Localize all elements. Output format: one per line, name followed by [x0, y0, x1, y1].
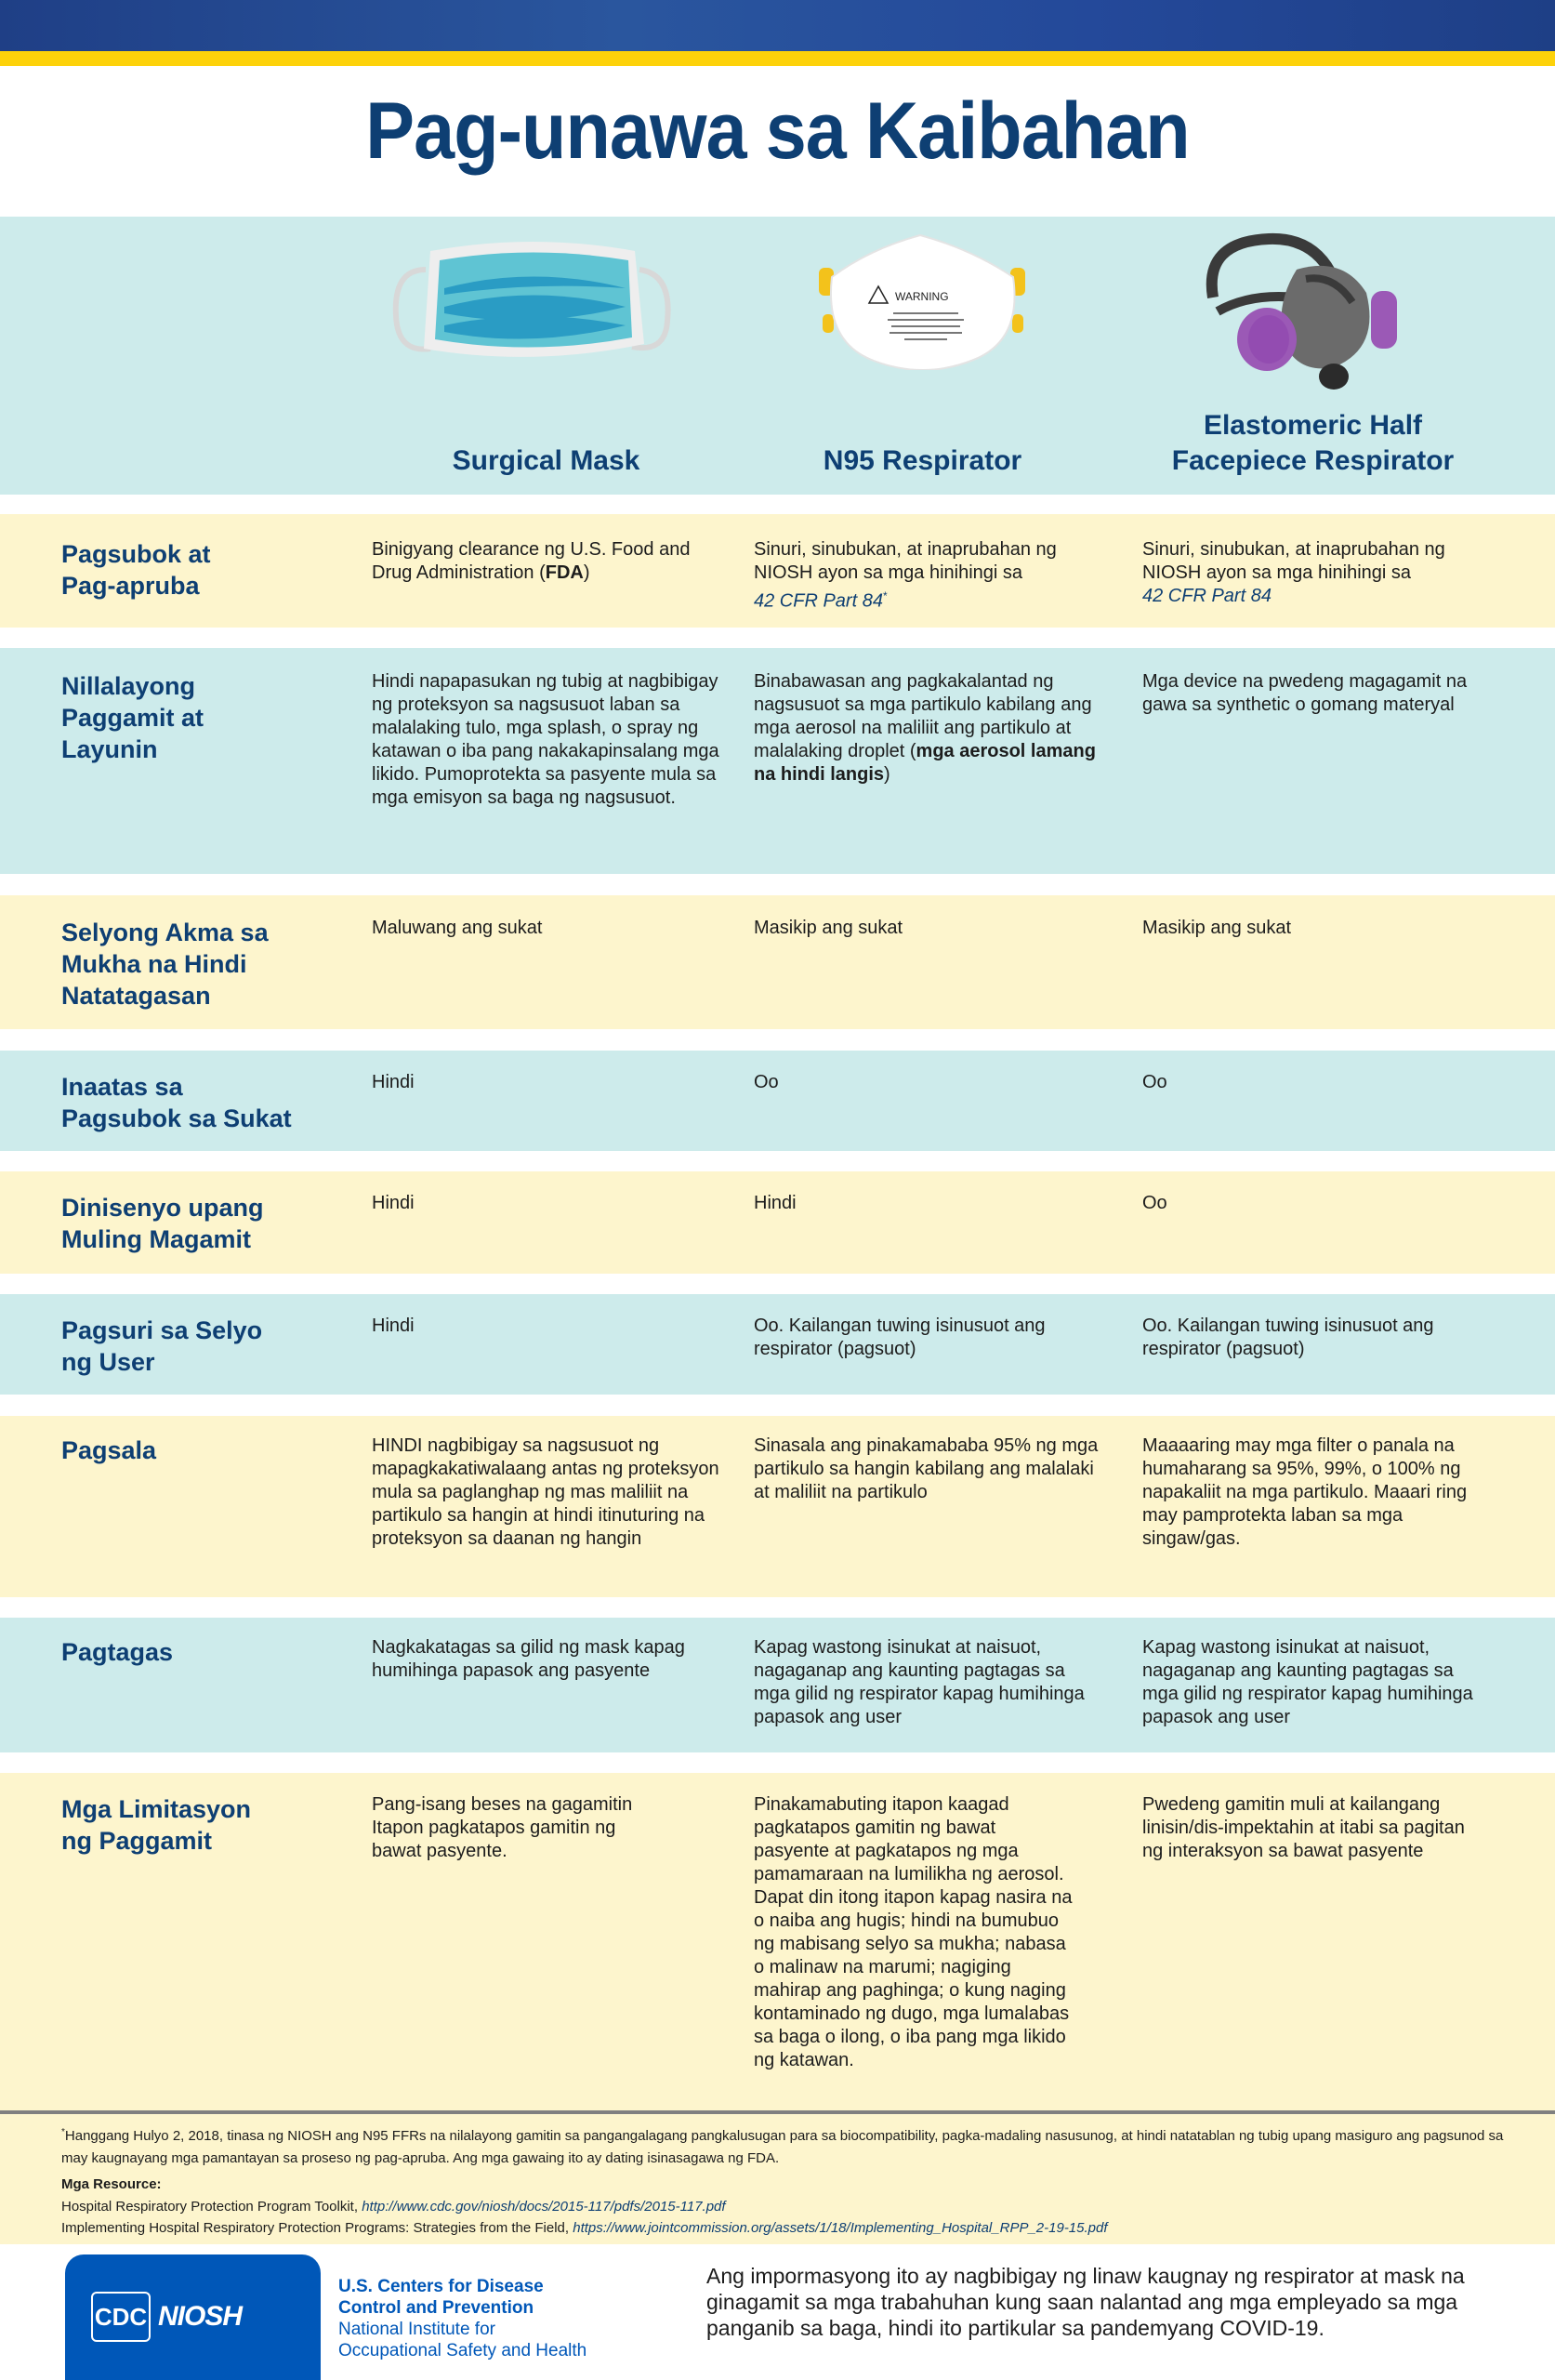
n95-warning-label: WARNING: [895, 290, 949, 303]
row-label: [61, 917, 331, 1012]
n95-respirator-icon: [813, 231, 1036, 370]
cell-surgical: [372, 1793, 720, 1863]
table-row: [0, 1773, 1555, 2110]
row-label-line: ng Paggamit: [61, 1827, 213, 1855]
cell-surgical: Hindi: [372, 1072, 415, 1092]
row-label: [61, 1435, 331, 1466]
table-row: [0, 514, 1555, 628]
cell-n95: [754, 538, 1102, 614]
row-label-line: Pagtagas: [61, 1638, 174, 1666]
row-label: [61, 670, 331, 765]
cell-text: Binigyang clearance ng U.S. Food and Drug Administration (: [372, 539, 691, 583]
cell-surgical: Hindi: [372, 1193, 415, 1213]
resource-link[interactable]: http://www.cdc.gov/niosh/docs/2015-117/pdfs/2015-117.pdf: [362, 2199, 726, 2215]
column-header-n95: N95 Respirator: [823, 445, 1022, 476]
elastomeric-respirator-icon: [1194, 228, 1417, 390]
table-row: [0, 895, 1555, 1029]
org-name-line1: U.S. Centers for Disease: [338, 2277, 544, 2296]
cell-n95: Oo. Kailangan tuwing isinusuot ang respirator (pagsuot): [754, 1316, 1046, 1359]
cell-text: Binabawasan ang pagkakalantad ng nagsusuot sa mga partikulo kabilang ang mga aerosol na maliliit ang partikulo at malalaking droplet (: [754, 671, 1092, 761]
column-header-elastomeric-line2: Facepiece Respirator: [1171, 445, 1455, 476]
row-label-line: Dinisenyo upang: [61, 1194, 264, 1222]
cell-surgical: Maluwang ang sukat: [372, 918, 543, 938]
top-banner: [0, 0, 1555, 51]
cell-bold-text: FDA: [545, 562, 584, 583]
cell-elastomeric: Kapag wastong isinukat at naisuot, nagaganap ang kaunting pagtagas sa mga gilid ng respirator kapag humihinga papasok ang user: [1142, 1637, 1473, 1727]
cell-n95: Hindi: [754, 1193, 797, 1213]
niosh-logo: NIOSH: [158, 2301, 243, 2332]
cell-text: Itapon pagkatapos gamitin ng bawat pasyente.: [372, 1818, 616, 1861]
org-name-line2: Control and Prevention: [338, 2298, 534, 2318]
cell-elastomeric: Masikip ang sukat: [1142, 918, 1292, 938]
row-label-line: Pag-apruba: [61, 572, 200, 600]
cell-n95: Sinasala ang pinakamababa 95% ng mga partikulo sa hangin kabilang ang malalaki at maliliit na partikulo: [754, 1435, 1099, 1502]
disclaimer-notice: Ang impormasyong ito ay nagbibigay ng linaw kaugnay ng respirator at mask na ginagamit sa mga trabahuhan kung saan nalantad ang mga empleyado sa mga panganib sa baga, hindi ito partikular sa pandemyang COVID-19.: [706, 2264, 1465, 2340]
cell-text: Pang-isang beses na gagamitin: [372, 1794, 633, 1815]
column-header-surgical-mask: Surgical Mask: [452, 445, 640, 476]
footnote: [61, 2122, 1511, 2170]
column-header-elastomeric-line1: Elastomeric Half: [1203, 410, 1423, 441]
cell-elastomeric: Pwedeng gamitin muli at kailangang linisin/dis-impektahin at itabi sa pagitan ng interaksyon sa bawat pasyente: [1142, 1794, 1465, 1861]
cell-n95: Pinakamabuting itapon kaagad pagkatapos gamitin ng bawat pasyente at pagkatapos ng mga pamamaraan na lumilikha ng aerosol. Dapat din itong itapon kapag nasira na o naiba ang hugis; hindi na bumubuo ng mabisang selyo sa mukha; nabasa o malinaw na marumi; nagiging mahirap ang paghinga; o kung naging kontaminado ng dugo, mga lumalabas sa baga o ilong, o iba pang mga likido ng katawan.: [754, 1794, 1073, 2070]
footnotes-section: [0, 2114, 1555, 2244]
cell-text: Sinuri, sinubukan, at inaprubahan ng NIOSH ayon sa mga hinihingi sa: [1142, 539, 1445, 583]
row-label-line: Pagsala: [61, 1436, 157, 1464]
cell-surgical: Nagkakatagas sa gilid ng mask kapag humihinga papasok ang pasyente: [372, 1637, 685, 1681]
cell-elastomeric: Mga device na pwedeng magagamit na gawa sa synthetic o gomang materyal: [1142, 671, 1468, 715]
table-row: [0, 1051, 1555, 1151]
row-label-line: Mukha na Hindi: [61, 950, 247, 978]
cell-elastomeric: Oo: [1142, 1072, 1167, 1092]
row-label: [61, 1192, 331, 1255]
footnote-marker: *: [61, 2127, 65, 2137]
cell-n95: Masikip ang sukat: [754, 918, 903, 938]
cell-n95: Oo: [754, 1072, 779, 1092]
org-name-line3: National Institute for: [338, 2320, 495, 2339]
resource-item: [61, 2217, 1511, 2240]
column-header-elastomeric: [1111, 408, 1515, 479]
table-row: [0, 1416, 1555, 1597]
resource-title: Implementing Hospital Respiratory Protection Programs: Strategies from the Field,: [61, 2220, 573, 2236]
footnote-marker: *: [882, 589, 888, 602]
cell-surgical: [372, 538, 720, 585]
cell-text: ): [583, 562, 590, 583]
row-label: [61, 1071, 331, 1134]
cell-elastomeric: Oo: [1142, 1193, 1167, 1213]
row-label: [61, 1793, 331, 1857]
cell-n95: Kapag wastong isinukat at naisuot, nagaganap ang kaunting pagtagas sa mga gilid ng respirator kapag humihinga papasok ang user: [754, 1637, 1085, 1727]
table-row: [0, 1618, 1555, 1752]
column-header-band: [0, 217, 1555, 495]
row-label-line: Muling Magamit: [61, 1225, 251, 1253]
org-name-line4: Occupational Safety and Health: [338, 2341, 587, 2360]
row-label-line: Nillalayong: [61, 672, 196, 700]
cell-bold-text: mga aerosol lamang na hindi langis: [754, 741, 1096, 785]
cell-surgical: HINDI nagbibigay sa nagsusuot ng mapagkakatiwalaang antas ng proteksyon mula sa paglanghap ng mas maliliit na partikulo sa hangin at hindi itinuturing na proteksyon sa daanan ng hangin: [372, 1435, 719, 1549]
cfr-reference: 42 CFR Part 84: [1142, 586, 1272, 606]
cell-elastomeric: [1142, 538, 1491, 608]
row-label: [61, 1636, 331, 1668]
footnote-text: Hanggang Hulyo 2, 2018, tinasa ng NIOSH ang N95 FFRs na nilalayong gamitin sa pangangalagang pangkalusugan para sa biocompatibility, pagka-madaling nasusunog, at hindi natatablan ng tubig upang masiguro ang pagsunod sa may kaugnayang mga pamantayan sa proseso ng pag-apruba. Ang mga gawaing ito ay dating isinasagawa ng FDA.: [61, 2128, 1504, 2166]
resources-heading: Mga Resource:: [61, 2176, 162, 2192]
gold-stripe: [0, 51, 1555, 66]
row-label-line: Pagsuri sa Selyo: [61, 1316, 263, 1344]
cell-text: Sinuri, sinubukan, at inaprubahan ng NIOSH ayon sa mga hinihingi sa: [754, 539, 1057, 583]
cell-elastomeric: Maaaaring may mga filter o panala na humaharang sa 95%, 99%, o 100% ng napakaliit na mga partikulo. Maaari ring may pamprotekta laban sa mga singaw/gas.: [1142, 1435, 1468, 1549]
cdc-niosh-logo: [65, 2254, 321, 2380]
row-label-line: Natatagasan: [61, 982, 211, 1010]
row-label-line: Pagsubok sa Sukat: [61, 1104, 292, 1132]
cell-n95: [754, 670, 1102, 787]
page-title: Pag-unawa sa Kaibahan: [365, 86, 1190, 176]
row-label: [61, 538, 331, 602]
row-label-line: Layunin: [61, 735, 158, 763]
resource-title: Hospital Respiratory Protection Program Toolkit,: [61, 2199, 362, 2215]
row-label-line: Paggamit at: [61, 704, 204, 732]
cdc-logo: CDC: [91, 2292, 151, 2342]
cell-surgical: Hindi napapasukan ng tubig at nagbibigay ng proteksyon sa nagsusuot laban sa malalaking tulo, mga splash, o spray ng katawan o iba pang nakakapinsalang mga likido. Pumoprotekta sa pasyente mula sa mga emisyon sa baga ng nagsusuot.: [372, 671, 719, 808]
resource-link[interactable]: https://www.jointcommission.org/assets/1/18/Implementing_Hospital_RPP_2-19-15.pdf: [573, 2220, 1108, 2236]
table-row: [0, 1294, 1555, 1395]
table-row: [0, 1171, 1555, 1274]
row-label-line: Selyong Akma sa: [61, 919, 269, 946]
resource-item: [61, 2196, 1511, 2218]
cfr-reference: 42 CFR Part 84: [754, 590, 883, 612]
cell-elastomeric: Oo. Kailangan tuwing isinusuot ang respirator (pagsuot): [1142, 1316, 1434, 1359]
row-label-line: Inaatas sa: [61, 1073, 183, 1101]
table-row: [0, 648, 1555, 874]
cell-surgical: Hindi: [372, 1316, 415, 1336]
row-label: [61, 1315, 331, 1378]
row-label-line: Pagsubok at: [61, 540, 211, 568]
row-label-line: ng User: [61, 1348, 155, 1376]
cell-text: ): [884, 764, 890, 785]
surgical-mask-icon: [389, 228, 677, 367]
row-label-line: Mga Limitasyon: [61, 1795, 252, 1823]
